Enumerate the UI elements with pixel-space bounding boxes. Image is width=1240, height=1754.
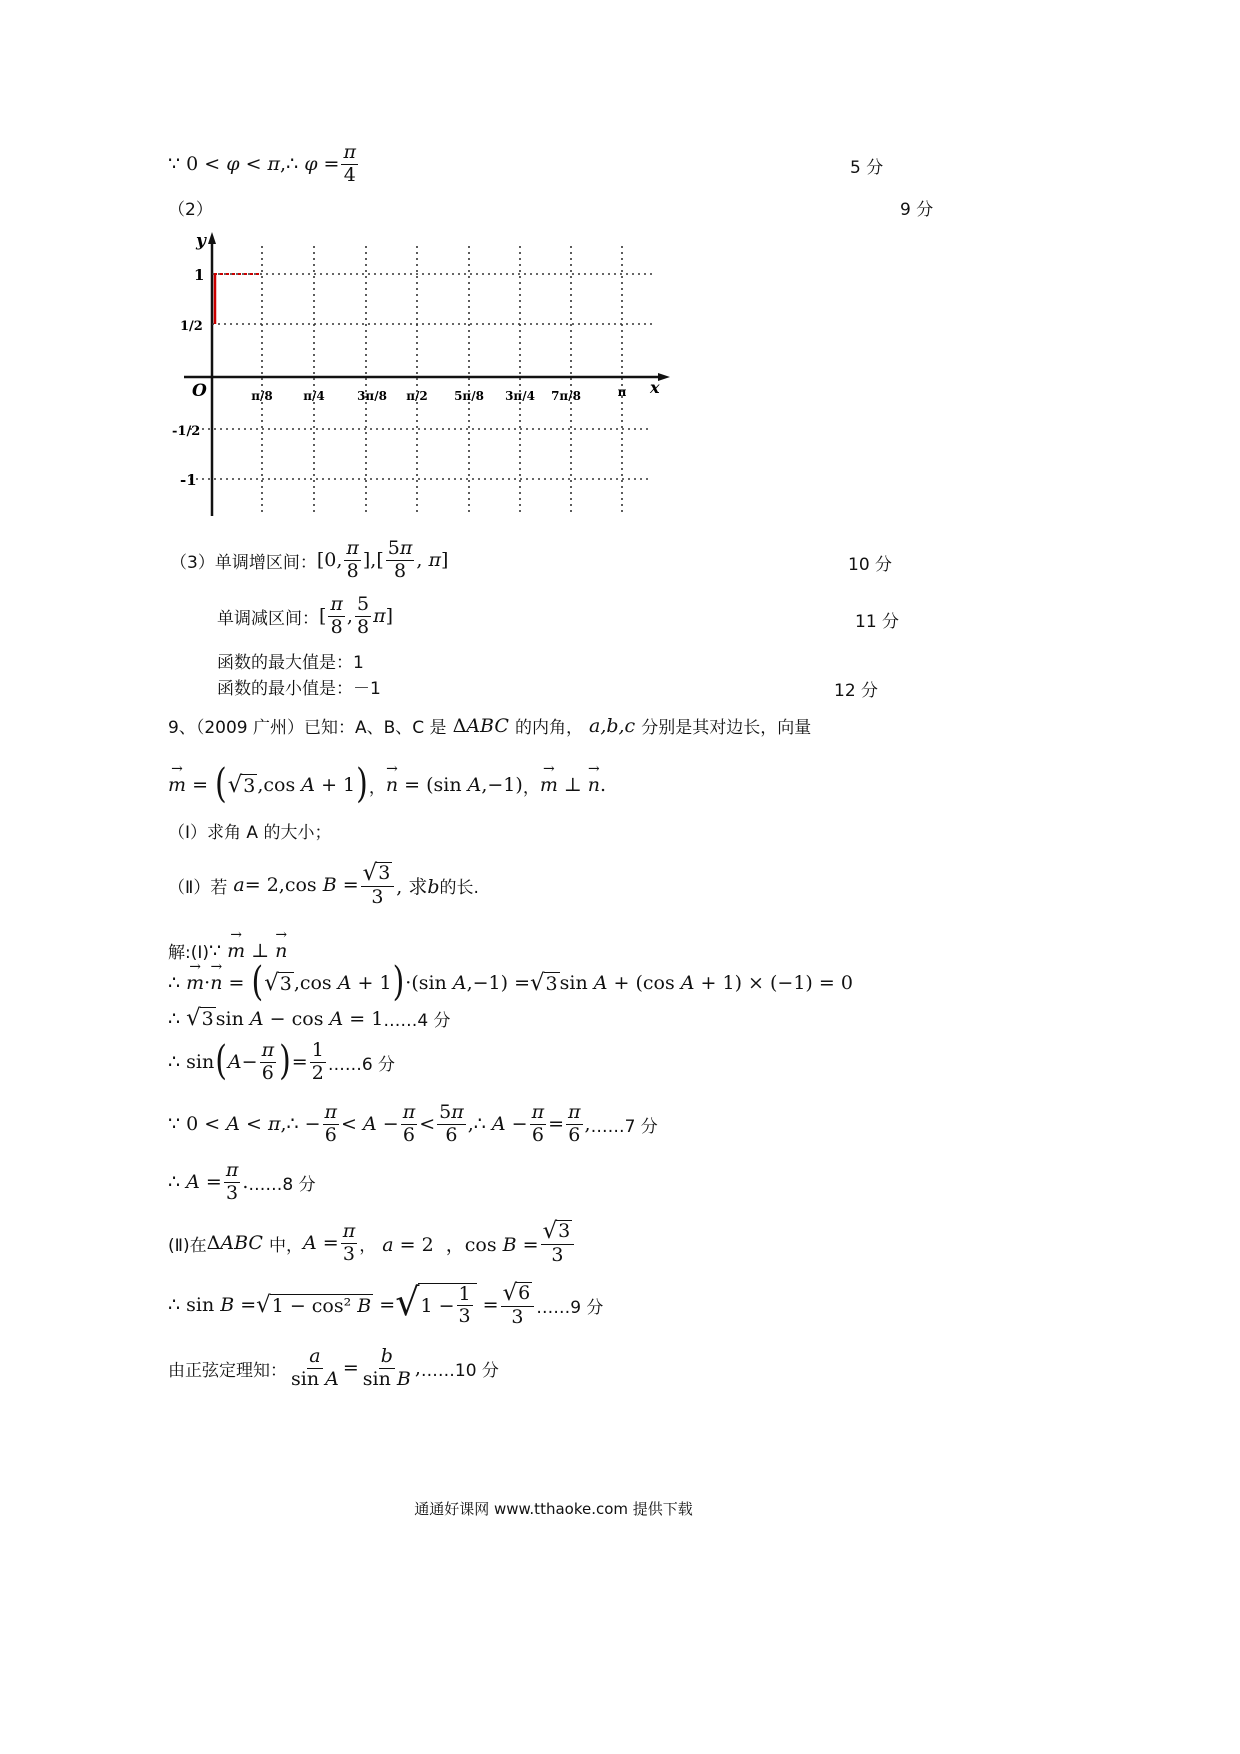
step-9-line: ∴ sin B = √ 1 − cos² B = √ 1 − $\frac{1}{3}$ = √ 6 3 ……9 分 xyxy=(168,1279,604,1328)
increasing-label: 单调增区间： xyxy=(214,552,317,573)
x-tick-3pi-8: 3π/8 xyxy=(357,389,387,403)
step-8-line: ∴ A = $\frac{\pi}{3}$ . ……8 分 xyxy=(168,1159,316,1204)
step-4-line: ∴ √ 3 sin A − cos A = 1 ……4 分 xyxy=(168,1005,451,1031)
sine-graph-grid xyxy=(170,228,690,518)
score-5: 5 分 xyxy=(850,158,884,178)
y-axis-label: y xyxy=(196,231,206,251)
x-tick-pi-8: π/8 xyxy=(251,389,273,403)
min-value-line: 函数的最小值是：－1 xyxy=(217,679,381,699)
score-11: 11 分 xyxy=(855,612,900,632)
phi-result-line: ∵ 0 < φ < π,∴ φ = $\frac{\pi}{4}$ xyxy=(168,141,356,186)
x-tick-7pi-8: 7π/8 xyxy=(551,389,581,403)
q9-header: 9、（2009 广州）已知：A、B、C 是 ΔABC 的内角， a,b,c 分别是其对边长，向量 xyxy=(168,714,812,738)
max-value-line: 函数的最大值是：1 xyxy=(217,653,364,673)
step-6-line: ∴ sin ( A − $\frac{\pi}{6}$ ) = $\frac{1}{2}$ ……6 分 xyxy=(168,1038,396,1086)
score-10: 10 分 xyxy=(848,555,893,575)
y-tick-half: 1/2 xyxy=(180,319,203,334)
x-tick-pi-4: π/4 xyxy=(303,389,325,403)
decreasing-label: 单调减区间： xyxy=(217,608,319,629)
score-9: 9 分 xyxy=(900,200,934,220)
step-10-line: 由正弦定理知： $\frac{a}{\text{sin A}}$ = $\frac{b}{\text{sin B}}$ , ……10 分 xyxy=(168,1345,499,1390)
q9-part1: （Ⅰ）求角 A 的大小； xyxy=(168,823,332,843)
origin-label: O xyxy=(192,381,207,401)
step-7-line: ∵ 0 < A < π,∴ − $\frac{\pi}{6}$ < A − $\frac{\pi}{6}$ < $\frac{5\pi}{6}$ ,∴ A − $\frac{\pi}{6}$ = $\frac{\pi}{6}$ , ……7 分 xyxy=(168,1101,658,1146)
x-tick-5pi-8: 5π/8 xyxy=(454,389,484,403)
q9-vectors: → m = ( √ 3 ,cos A + 1 ) ， → n = (sin A,−1) ， → m ⊥ → n . xyxy=(168,770,606,800)
part-2-label: （2） xyxy=(168,200,213,220)
y-tick-neg-half: -1/2 xyxy=(172,424,201,439)
increasing-interval-line: （3） 单调增区间： [0, $\frac{\pi}{8}$ ],[ $\frac{5\pi}{8}$ , π] xyxy=(170,537,449,582)
x-tick-3pi-4: 3π/4 xyxy=(505,389,535,403)
decreasing-interval-line: 单调减区间： [ $\frac{\pi}{8}$ , $\frac{5}{8}$ π ] xyxy=(217,593,393,638)
page-footer: 通通好课网 www.tthaoke.com 提供下载 xyxy=(414,1500,693,1518)
part-3-label: （3） xyxy=(170,552,215,573)
y-tick-1: 1 xyxy=(194,266,205,284)
score-12: 12 分 xyxy=(834,681,879,701)
solution-intro: 解:(Ⅰ) ∵ → m ⊥ → n xyxy=(168,938,287,963)
q9-part2: （Ⅱ）若 a = 2,cos B = √ 3 3 , 求b 的长. xyxy=(168,860,479,908)
y-tick-neg-1: -1 xyxy=(180,471,197,489)
x-tick-pi: π xyxy=(617,385,627,399)
dot-product-line: ∴ → m · → n = ( √ 3 ,cos A + 1 ) ·(sin A,−1) = √ 3 sin A + (cos A + 1) × (−1) = 0 xyxy=(168,968,853,998)
x-axis-label: x xyxy=(650,378,660,397)
part-2-setup-line: (Ⅱ)在 ΔABC 中， A = $\frac{\pi}{3}$ ， a = 2 ，cos B = √ 3 3 xyxy=(168,1220,576,1267)
x-tick-pi-2: π/2 xyxy=(406,389,428,403)
